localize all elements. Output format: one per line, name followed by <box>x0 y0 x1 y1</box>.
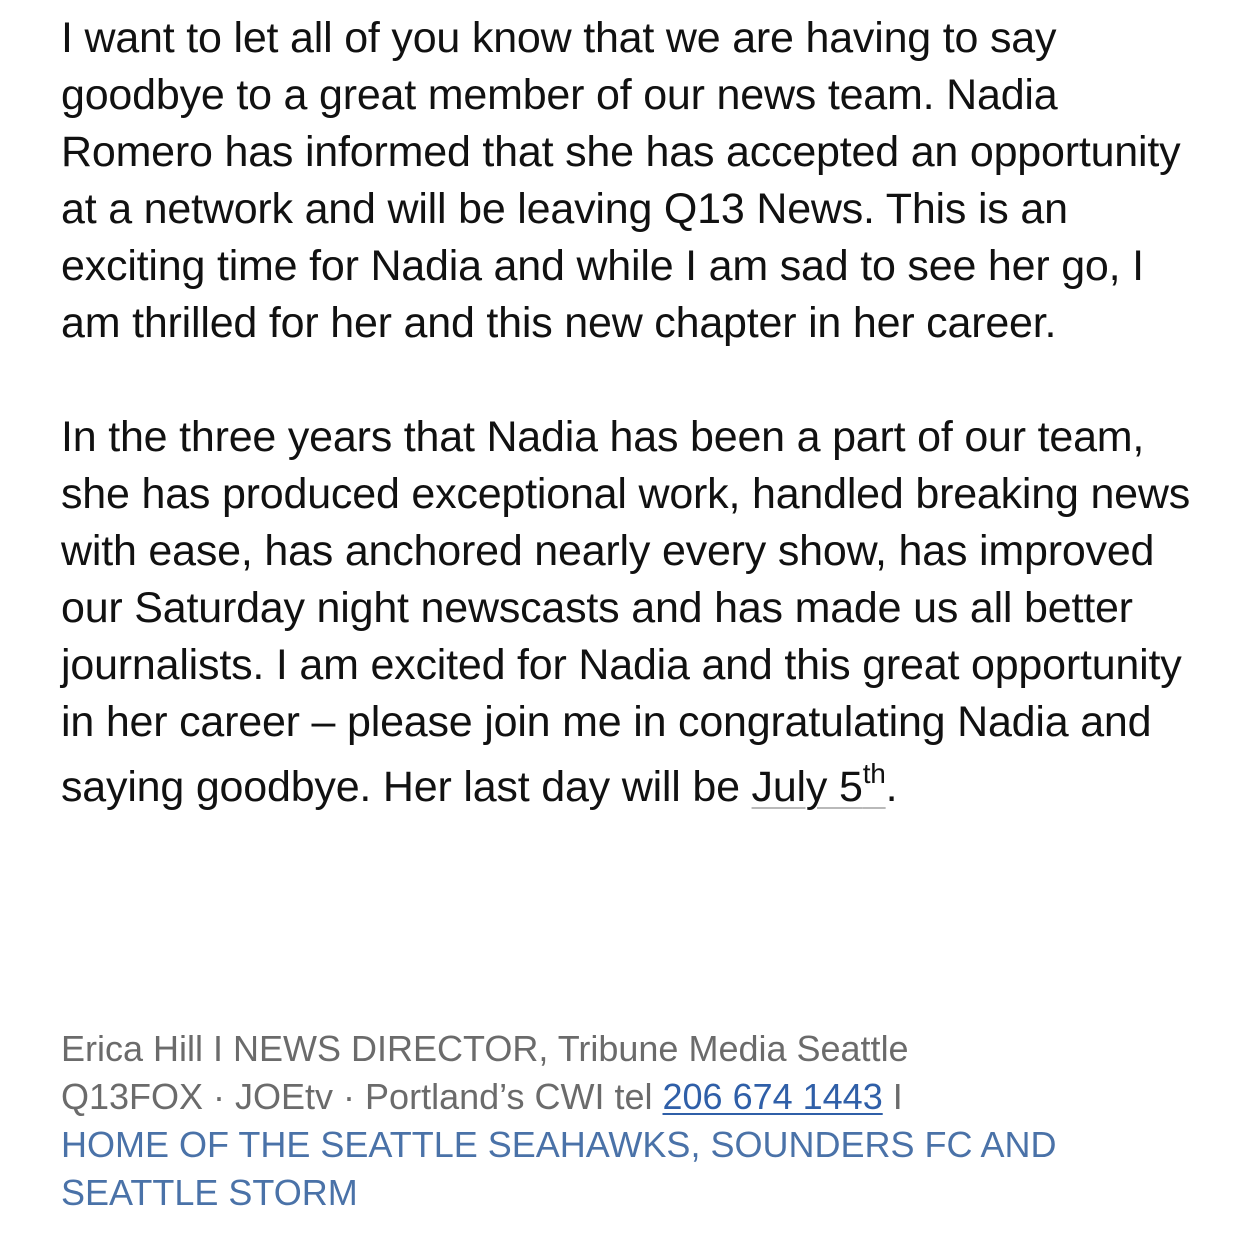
signature-stations: Q13FOX · JOEtv · Portland’s CWI tel <box>61 1076 663 1117</box>
last-day-prefix: day will be <box>541 763 752 811</box>
email-paragraph-2 <box>61 409 1196 816</box>
signature-separator: I <box>882 1076 903 1117</box>
phone-link[interactable]: 206 674 1443 <box>662 1076 883 1117</box>
last-day-date: July 5 <box>751 763 863 811</box>
email-signature <box>61 1025 1201 1217</box>
last-day-line <box>541 759 897 816</box>
signature-name-title: Erica Hill I NEWS DIRECTOR, Tribune Media Seattle <box>61 1028 909 1069</box>
signature-tagline: HOME OF THE SEATTLE SEAHAWKS, SOUNDERS FC AND SEATTLE STORM <box>61 1124 1057 1213</box>
last-day-ordinal: th <box>862 758 886 789</box>
email-paragraph-2-text: In the three years that Nadia has been a part of our team, she has produced exceptional work, handled breaking news with ease, has anchored nearly every show, has improved our Saturday night newscasts and has made us all better journalists. I am excited for Nadia and this great opportunity in her career – please join me in congratulating Nadia and saying goodbye. Her last <box>61 413 1191 811</box>
email-paragraph-1: I want to let all of you know that we are having to say goodbye to a great member of our news team. Nadia Romero has informed that she has accepted an opportunity at a network and will be leaving Q13 News. This is an exciting time for Nadia and while I am sad to see her go, I am thrilled for her and this new chapter in her career. <box>61 14 1181 347</box>
email-body <box>61 10 1196 816</box>
signature-stations-line <box>61 1073 1201 1121</box>
last-day-period: . <box>885 763 898 811</box>
last-day-date-link[interactable] <box>751 758 886 811</box>
